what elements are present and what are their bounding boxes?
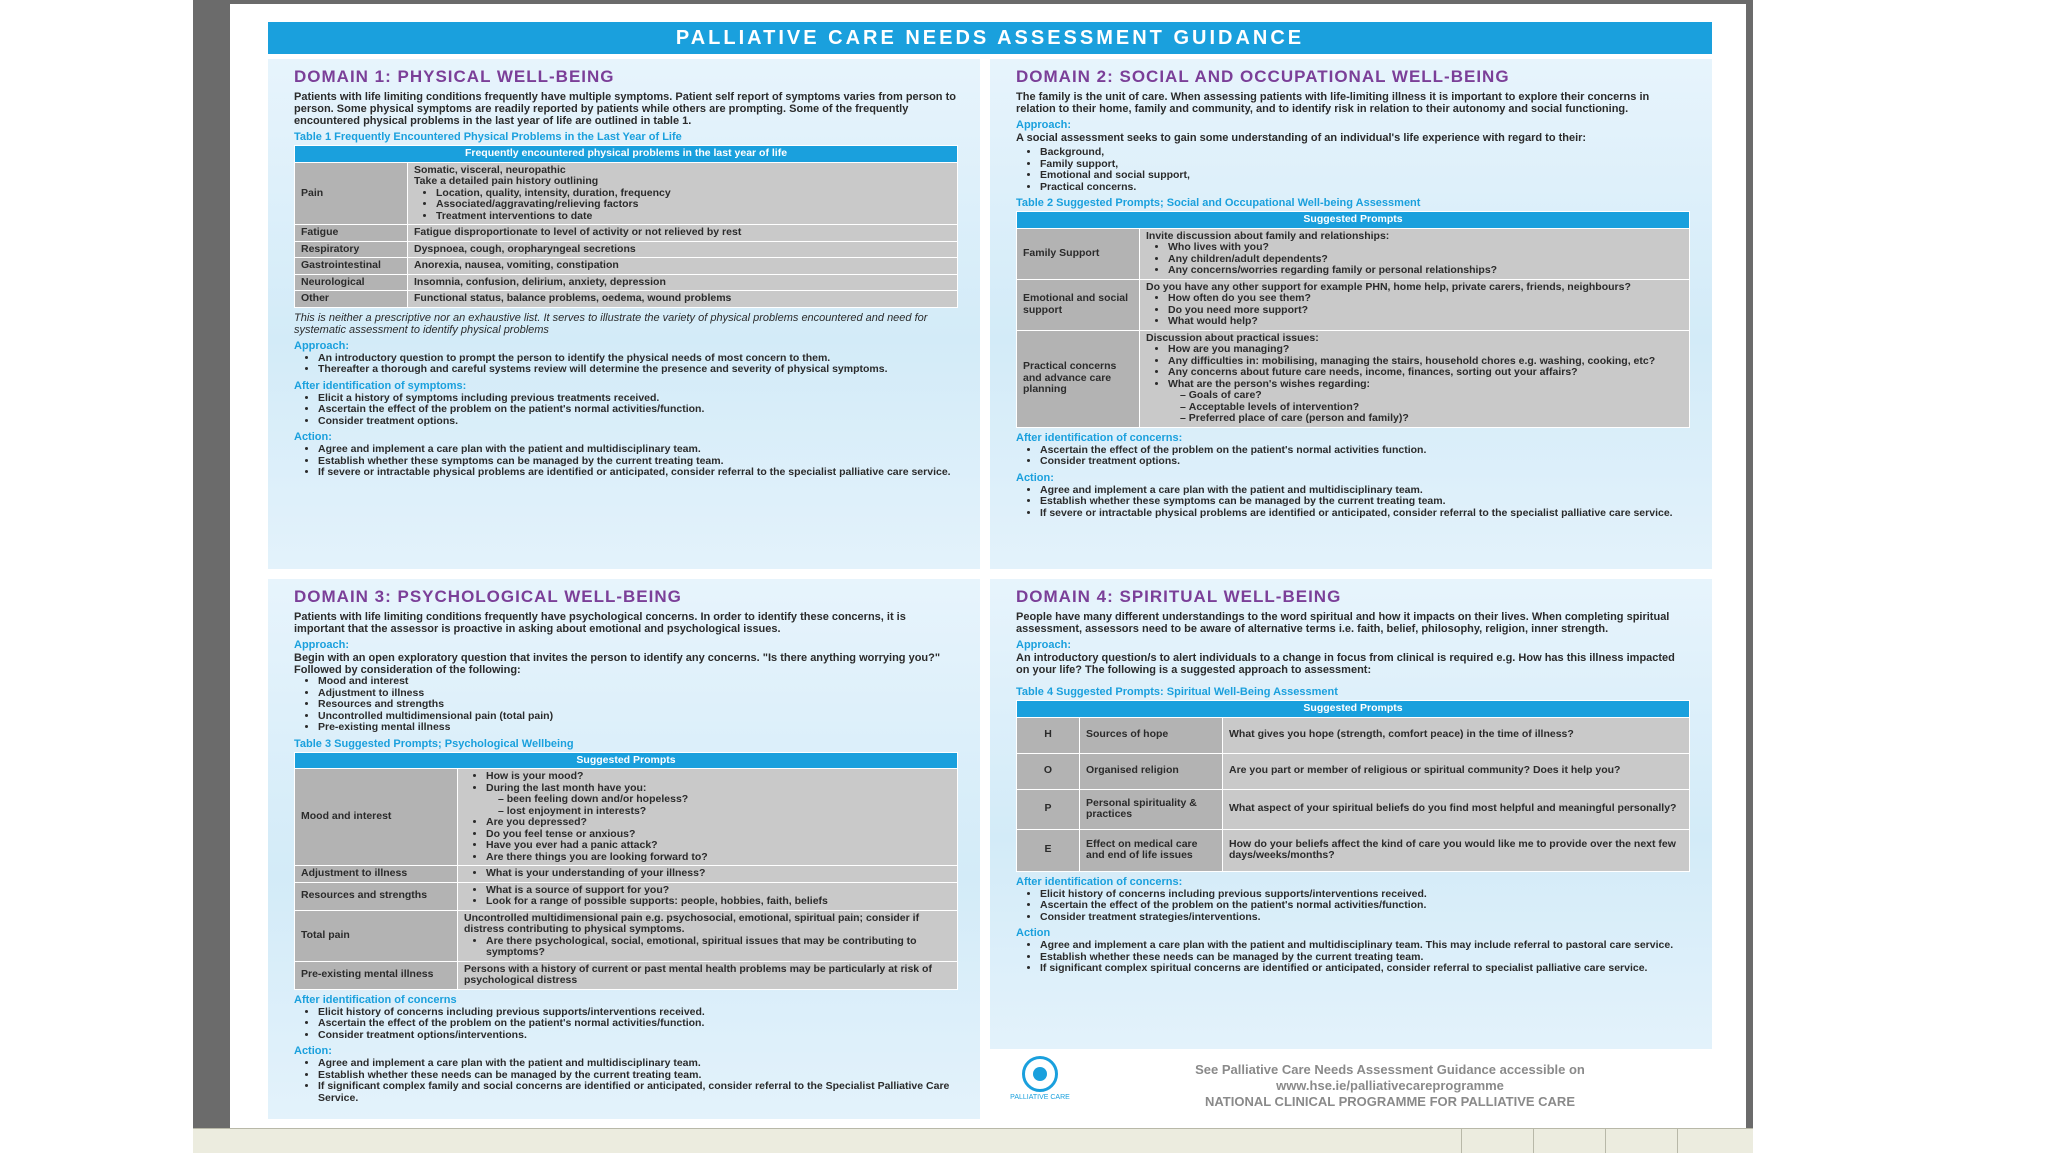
domain-3-approach-list [294, 676, 958, 734]
list-item: • How are you managing? [1168, 344, 1683, 356]
viewer-frame-left [193, 0, 230, 1152]
list-item: • Ascertain the effect of the problem on the patient's normal activities/function. [1040, 900, 1690, 912]
list-item: • Treatment interventions to date [436, 211, 951, 223]
hope-prompt: Are you part or member of religious or spiritual community? Does it help you? [1223, 753, 1690, 789]
hope-letter: H [1017, 717, 1080, 753]
hope-letter: E [1017, 829, 1080, 871]
domain-3-after-title: After identification of concerns [294, 993, 457, 1006]
status-segment [1461, 1129, 1534, 1153]
list-item: • What is your understanding of your illness? [486, 868, 951, 880]
hope-topic: Organised religion [1080, 753, 1223, 789]
list-item: • An introductory question to prompt the person to identify the physical needs of most concern to them. [318, 353, 958, 365]
row-label-pain: Pain [295, 162, 408, 225]
domain-1-after-title: After identification of symptoms: [294, 379, 467, 392]
row-value-preexisting: Persons with a history of current or past mental health problems may be particularly at risk of psychological distress [458, 961, 958, 989]
row-value-practical [1140, 330, 1690, 427]
row-value-resources [458, 882, 958, 910]
list-item: • Adjustment to illness [318, 688, 958, 700]
list-item: • Are you depressed? [486, 817, 951, 829]
document-footer [990, 1052, 1712, 1118]
status-segment [1533, 1129, 1606, 1153]
footer-line-1: See Palliative Care Needs Assessment Guidance accessible on [1195, 1062, 1585, 1077]
hope-prompt: What gives you hope (strength, comfort peace) in the time of illness? [1223, 717, 1690, 753]
list-item: • Elicit a history of symptoms including previous treatments received. [318, 393, 958, 405]
domain-3-approach-text: Begin with an open exploratory question that invites the person to identify any concerns. "Is there anything worrying you?" [294, 652, 941, 664]
status-segment [1677, 1129, 1754, 1153]
footer-url-link[interactable]: www.hse.ie/palliativecareprogramme [1276, 1078, 1504, 1093]
hope-letter: P [1017, 789, 1080, 829]
list-item: • If severe or intractable physical problems are identified or anticipated, consider referral to the specialist palliative care service. [318, 467, 958, 479]
table-row [295, 225, 958, 242]
list-item: • Agree and implement a care plan with the patient and multidisciplinary team. [318, 444, 958, 456]
list-item: • Consider treatment options/interventions. [318, 1030, 958, 1042]
row-value-total-pain [458, 910, 958, 961]
domain-3-action-title: Action: [294, 1045, 332, 1057]
row-label: Respiratory [295, 241, 408, 258]
table-row [295, 241, 958, 258]
table-4 [1016, 700, 1690, 872]
domain-2-action-title: Action: [1016, 471, 1054, 484]
domain-2-after-list [1016, 445, 1690, 468]
list-item: • If severe or intractable physical problems are identified or anticipated, consider referral to the specialist palliative care service. [1040, 508, 1690, 520]
row-value-family [1140, 228, 1690, 279]
table-3-caption: Table 3 Suggested Prompts; Psychological Wellbeing [294, 737, 574, 750]
table-row [295, 882, 958, 910]
table-2-header: Suggested Prompts [1017, 212, 1690, 229]
table-row [295, 769, 958, 866]
list-item: • What are the person's wishes regarding: [1168, 379, 1683, 391]
row-value: Fatigue disproportionate to level of activity or not relieved by rest [408, 225, 958, 242]
table-3 [294, 752, 958, 990]
list-item: • Establish whether these symptoms can be managed by the current treating team. [1040, 496, 1690, 508]
domain-1-intro: Patients with life limiting conditions frequently have multiple symptoms. Patient self report of symptoms varies from person to person. Some physical symptoms are readily reported by patients while others are prompting. Some of the frequently encountered physical problems in the last year of life are outlined in table 1. [294, 91, 956, 127]
table-1-header: Frequently encountered physical problems in the last year of life [295, 146, 958, 163]
list-item: • Establish whether these needs can be managed by the current treating team. [318, 1070, 958, 1082]
table-row [295, 274, 958, 291]
row-value-mood [458, 769, 958, 866]
list-item: • Are there things you are looking forward to? [486, 852, 951, 864]
status-segment [1605, 1129, 1678, 1153]
table-3-header: Suggested Prompts [295, 752, 958, 769]
list-item: – Acceptable levels of intervention? [1180, 402, 1683, 414]
list-item: • Any concerns/worries regarding family or personal relationships? [1168, 265, 1683, 277]
domain-1-approach-list [294, 353, 958, 376]
palliative-care-logo-icon [1010, 1056, 1070, 1114]
list-item: • Consider treatment options. [318, 416, 958, 428]
list-item: • Consider treatment strategies/interventions. [1040, 912, 1690, 924]
hope-letter: O [1017, 753, 1080, 789]
list-item: • What is a source of support for you? [486, 885, 951, 897]
domain-2-action-list [1016, 485, 1690, 520]
hope-prompt: What aspect of your spiritual beliefs do you find most helpful and meaningful personally? [1223, 789, 1690, 829]
table-1-caption: Table 1 Frequently Encountered Physical Problems in the Last Year of Life [294, 131, 682, 143]
domain-4-after-list [1016, 889, 1690, 924]
domain-4-heading: DOMAIN 4: SPIRITUAL WELL-BEING [1016, 587, 1342, 606]
domain-4-approach-text: An introductory question/s to alert individuals to a change in focus from clinical is required e.g. How has this illness impacted on your life? The following is a suggested approach to assessment: [1016, 652, 1675, 676]
table-row [295, 910, 958, 961]
domain-1-panel [268, 59, 980, 569]
list-item: • Do you need more support? [1168, 305, 1683, 317]
hope-topic: Sources of hope [1080, 717, 1223, 753]
row-label: Fatigue [295, 225, 408, 242]
list-item: • Who lives with you? [1168, 242, 1683, 254]
pain-line-2: Take a detailed pain history outlining [414, 175, 599, 187]
logo-caption: PALLIATIVE CARE [1010, 1094, 1070, 1101]
list-item: • Location, quality, intensity, duration, frequency [436, 188, 951, 200]
logo-circle-icon [1022, 1056, 1058, 1092]
viewer-frame-right [1746, 0, 1753, 1128]
list-item: • Do you feel tense or anxious? [486, 829, 951, 841]
list-item: • Agree and implement a care plan with the patient and multidisciplinary team. [1040, 485, 1690, 497]
row-label: Neurological [295, 274, 408, 291]
list-item: • Are there psychological, social, emotional, spiritual issues that may be contributing to symptoms? [486, 936, 951, 959]
list-item: • Any difficulties in: mobilising, managing the stairs, household chores e.g. washing, cooking, etc? [1168, 356, 1683, 368]
row-label-total-pain: Total pain [295, 910, 458, 961]
list-item: – Preferred place of care (person and family)? [1180, 413, 1683, 425]
domain-3-heading: DOMAIN 3: PSYCHOLOGICAL WELL-BEING [294, 587, 682, 606]
list-item: • Establish whether these symptoms can be managed by the current treating team. [318, 456, 958, 468]
domain-4-after-title: After identification of concerns: [1016, 875, 1183, 888]
row-label-family: Family Support [1017, 228, 1140, 279]
table-4-header: Suggested Prompts [1017, 701, 1690, 718]
domain-3-after-list [294, 1007, 958, 1042]
family-text: Invite discussion about family and relationships: [1146, 229, 1390, 242]
list-item: • Ascertain the effect of the problem on the patient's normal activities function. [1040, 445, 1690, 457]
list-item: • Uncontrolled multidimensional pain (total pain) [318, 711, 958, 723]
list-item: • Thereafter a thorough and careful systems review will determine the presence and severity of physical symptoms. [318, 364, 958, 376]
domain-1-action-list [294, 444, 958, 479]
table-2 [1016, 211, 1690, 428]
row-label: Other [295, 291, 408, 308]
emotional-text: Do you have any other support for example PHN, home help, private carers, friends, neighbours? [1146, 280, 1631, 293]
domain-2-approach-text: A social assessment seeks to gain some understanding of an individual's life experience with regard to their: [1016, 132, 1587, 144]
domain-3-action-list [294, 1058, 958, 1104]
table-row [1017, 789, 1690, 829]
row-value: Dyspnoea, cough, oropharyngeal secretions [408, 241, 958, 258]
list-item: • Any children/adult dependents? [1168, 254, 1683, 266]
domain-2-approach-title: Approach: [1016, 119, 1071, 131]
practical-text: Discussion about practical issues: [1146, 331, 1319, 344]
domain-3-intro: Patients with life limiting conditions frequently have psychological concerns. In order to identify these concerns, it is important that the assessor is proactive in asking about emotional and psychological issues. [294, 611, 906, 635]
document-title: PALLIATIVE CARE NEEDS ASSESSMENT GUIDANCE [268, 22, 1712, 54]
list-item: • Family support, [1040, 159, 1690, 171]
domain-1-approach-title: Approach: [294, 339, 349, 352]
viewer-status-bar [193, 1128, 1753, 1153]
domain-4-panel [990, 579, 1712, 1049]
table-4-caption: Table 4 Suggested Prompts: Spiritual Well-Being Assessment [1016, 686, 1338, 698]
table-1-note: This is neither a prescriptive nor an exhaustive list. It serves to illustrate the variety of physical problems encountered and need for systematic assessment to identify physical problems [294, 311, 928, 336]
list-item: • Associated/aggravating/relieving factors [436, 199, 951, 211]
table-row [295, 866, 958, 883]
row-value: Insomnia, confusion, delirium, anxiety, depression [408, 274, 958, 291]
list-item: – been feeling down and/or hopeless? [498, 794, 951, 806]
list-item: • Background, [1040, 147, 1690, 159]
hope-topic: Effect on medical care and end of life issues [1080, 829, 1223, 871]
domain-1-after-list [294, 393, 958, 428]
list-item: • How is your mood? [486, 771, 951, 783]
row-label-practical: Practical concerns and advance care planning [1017, 330, 1140, 427]
table-row [1017, 829, 1690, 871]
row-value-emotional [1140, 279, 1690, 330]
table-row [295, 961, 958, 989]
list-item: • During the last month have you: [486, 783, 951, 795]
domain-2-panel [990, 59, 1712, 569]
list-item: – lost enjoyment in interests? [498, 806, 951, 818]
row-label-mood: Mood and interest [295, 769, 458, 866]
row-label-adjust: Adjustment to illness [295, 866, 458, 883]
list-item: • Mood and interest [318, 676, 958, 688]
table-row [1017, 279, 1690, 330]
row-value-adjust [458, 866, 958, 883]
list-item: • Ascertain the effect of the problem on the patient's normal activities/function. [318, 404, 958, 416]
domain-1-heading: DOMAIN 1: PHYSICAL WELL-BEING [294, 67, 615, 86]
list-item: • Have you ever had a panic attack? [486, 840, 951, 852]
domain-2-after-title: After identification of concerns: [1016, 431, 1183, 444]
table-row [1017, 717, 1690, 753]
list-item: • How often do you see them? [1168, 293, 1683, 305]
list-item: • Agree and implement a care plan with the patient and multidisciplinary team. [318, 1058, 958, 1070]
document-page [230, 4, 1746, 1128]
table-row [1017, 330, 1690, 427]
row-label-preexisting: Pre-existing mental illness [295, 961, 458, 989]
footer-line-3: NATIONAL CLINICAL PROGRAMME FOR PALLIATIVE CARE [1204, 1094, 1575, 1109]
table-2-caption: Table 2 Suggested Prompts; Social and Occupational Well-being Assessment [1016, 197, 1421, 209]
table-row [295, 258, 958, 275]
list-item: – Goals of care? [1180, 390, 1683, 402]
table-row [1017, 228, 1690, 279]
table-row [295, 291, 958, 308]
hope-topic: Personal spirituality & practices [1080, 789, 1223, 829]
list-item: • If significant complex spiritual concerns are identified or anticipated, consider referral to specialist palliative care service. [1040, 963, 1690, 975]
row-label-resources: Resources and strengths [295, 882, 458, 910]
list-item: • What would help? [1168, 316, 1683, 328]
table-row [295, 162, 958, 225]
domain-2-heading: DOMAIN 2: SOCIAL AND OCCUPATIONAL WELL-BEING [1016, 67, 1510, 86]
row-value-pain [408, 162, 958, 225]
list-item: • Emotional and social support, [1040, 170, 1690, 182]
list-item: • Look for a range of possible supports: people, hobbies, faith, beliefs [486, 896, 951, 908]
table-1 [294, 145, 958, 308]
domain-4-intro: People have many different understandings to the word spiritual and how it impacts on their lives. When completing spiritual assessment, assessors need to be aware of alternative terms i.e. faith, belief, philosophy, religion, inner strength. [1016, 611, 1670, 635]
domain-3-approach-text-2: Followed by consideration of the following: [294, 664, 521, 676]
domain-3-panel [268, 579, 980, 1119]
domain-4-action-list [1016, 940, 1690, 975]
domain-4-action-title: Action [1016, 927, 1051, 939]
list-item: • Any concerns about future care needs, income, finances, sorting out your affairs? [1168, 367, 1683, 379]
list-item: • Resources and strengths [318, 699, 958, 711]
list-item: • Practical concerns. [1040, 182, 1690, 194]
total-pain-text: Uncontrolled multidimensional pain e.g. psychosocial, emotional, spiritual pain; consider if distress contributing to physical symptoms. [464, 911, 920, 935]
domain-3-approach-title: Approach: [294, 639, 349, 651]
list-item: • Elicit history of concerns including previous supports/interventions received. [318, 1007, 958, 1019]
list-item: • Pre-existing mental illness [318, 722, 958, 734]
list-item: • Consider treatment options. [1040, 456, 1690, 468]
domain-2-intro: The family is the unit of care. When assessing patients with life-limiting illness it is important to explore their concerns in relation to their home, family and community, and to identify risk in relation to their autonomy and social functioning. [1016, 91, 1650, 115]
pain-line-1: Somatic, visceral, neuropathic [414, 163, 566, 176]
row-value: Anorexia, nausea, vomiting, constipation [408, 258, 958, 275]
table-row [1017, 753, 1690, 789]
footer-text [1090, 1062, 1690, 1110]
list-item: • Establish whether these needs can be managed by the current treating team. [1040, 952, 1690, 964]
domain-2-approach-list [1016, 147, 1690, 193]
row-label: Gastrointestinal [295, 258, 408, 275]
list-item: • Elicit history of concerns including previous supports/interventions received. [1040, 889, 1690, 901]
list-item: • Agree and implement a care plan with the patient and multidisciplinary team. This may include referral to pastoral care service. [1040, 940, 1690, 952]
row-value: Functional status, balance problems, oedema, wound problems [408, 291, 958, 308]
domain-1-action-title: Action: [294, 431, 332, 443]
hope-prompt: How do your beliefs affect the kind of care you would like me to provide over the next few days/weeks/months? [1223, 829, 1690, 871]
row-label-emotional: Emotional and social support [1017, 279, 1140, 330]
domain-4-approach-title: Approach: [1016, 639, 1071, 651]
list-item: • Ascertain the effect of the problem on the patient's normal activities/function. [318, 1018, 958, 1030]
list-item: • If significant complex family and social concerns are identified or anticipated, consider referral to the Specialist Palliative Care Service. [318, 1081, 958, 1104]
